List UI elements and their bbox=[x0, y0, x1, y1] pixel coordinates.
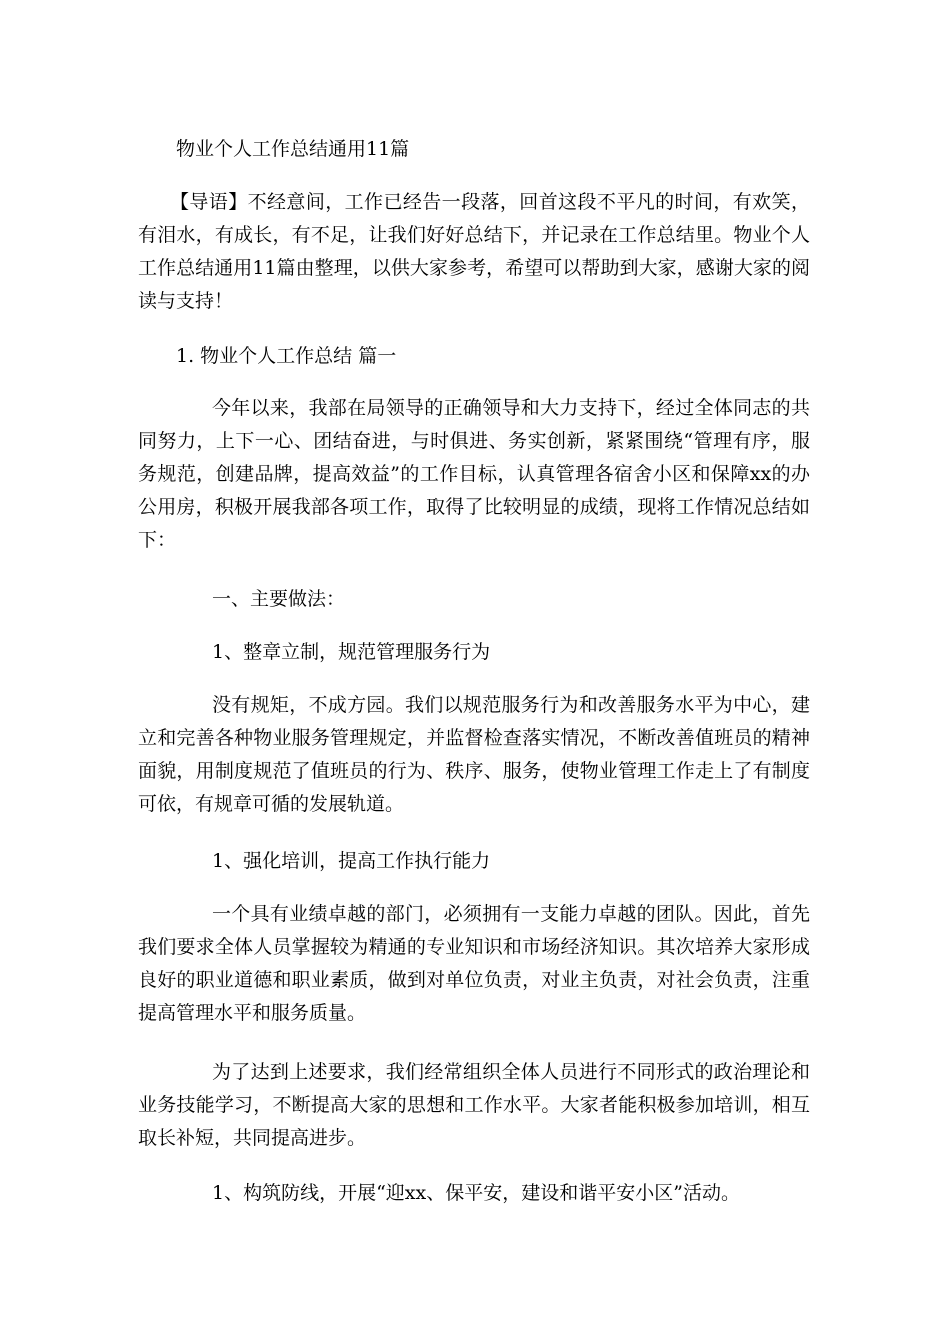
intro-paragraph: 【导语】不经意间，工作已经告一段落，回首这段不平凡的时间，有欢笑，有泪水，有成长，有不足，让我们好好总结下，并记录在工作总结里。物业个人工作总结通用11篇由整理，以供大家参考，希望可以帮助到大家，感谢大家的阅读与支持！ bbox=[138, 191, 810, 312]
section-heading: 1. 物业个人工作总结 篇一 bbox=[176, 345, 397, 367]
body-paragraph-2: 没有规矩，不成方园。我们以规范服务行为和改善服务水平为中心，建立和完善各种物业服务管理规定，并监督检查落实情况，不断改善值班员的精神面貌，用制度规范了值班员的行为、秩序、服务，使物业管理工作走上了有制度可依，有规章可循的发展轨道。 bbox=[138, 694, 810, 815]
subheading-rules: 1、整章立制，规范管理服务行为 bbox=[212, 641, 491, 663]
body-paragraph-4: 为了达到上述要求，我们经常组织全体人员进行不同形式的政治理论和业务技能学习，不断提高大家的思想和工作水平。大家者能积极参加培训，相互取长补短，共同提高进步。 bbox=[138, 1061, 810, 1149]
body-paragraph-3: 一个具有业绩卓越的部门，必须拥有一支能力卓越的团队。因此，首先我们要求全体人员掌握较为精通的专业知识和市场经济知识。其次培养大家形成良好的职业道德和职业素质，做到对单位负责，对业主负责，对社会负责，注重提高管理水平和服务质量。 bbox=[138, 903, 810, 1024]
document-title: 物业个人工作总结通用11篇 bbox=[176, 138, 410, 160]
subheading-main-practices: 一、主要做法： bbox=[212, 588, 346, 610]
body-paragraph-1: 今年以来，我部在局领导的正确领导和大力支持下，经过全体同志的共同努力，上下一心、团结奋进，与时俱进、务实创新，紧紧围绕“管理有序，服务规范，创建品牌，提高效益”的工作目标，认真管理各宿舍小区和保障xx的办公用房，积极开展我部各项工作，取得了比较明显的成绩，现将工作情况总结如下： bbox=[138, 397, 810, 551]
subheading-defense: 1、构筑防线，开展“迎xx、保平安，建设和谐平安小区”活动。 bbox=[212, 1182, 740, 1204]
subheading-training: 1、强化培训，提高工作执行能力 bbox=[212, 850, 491, 872]
